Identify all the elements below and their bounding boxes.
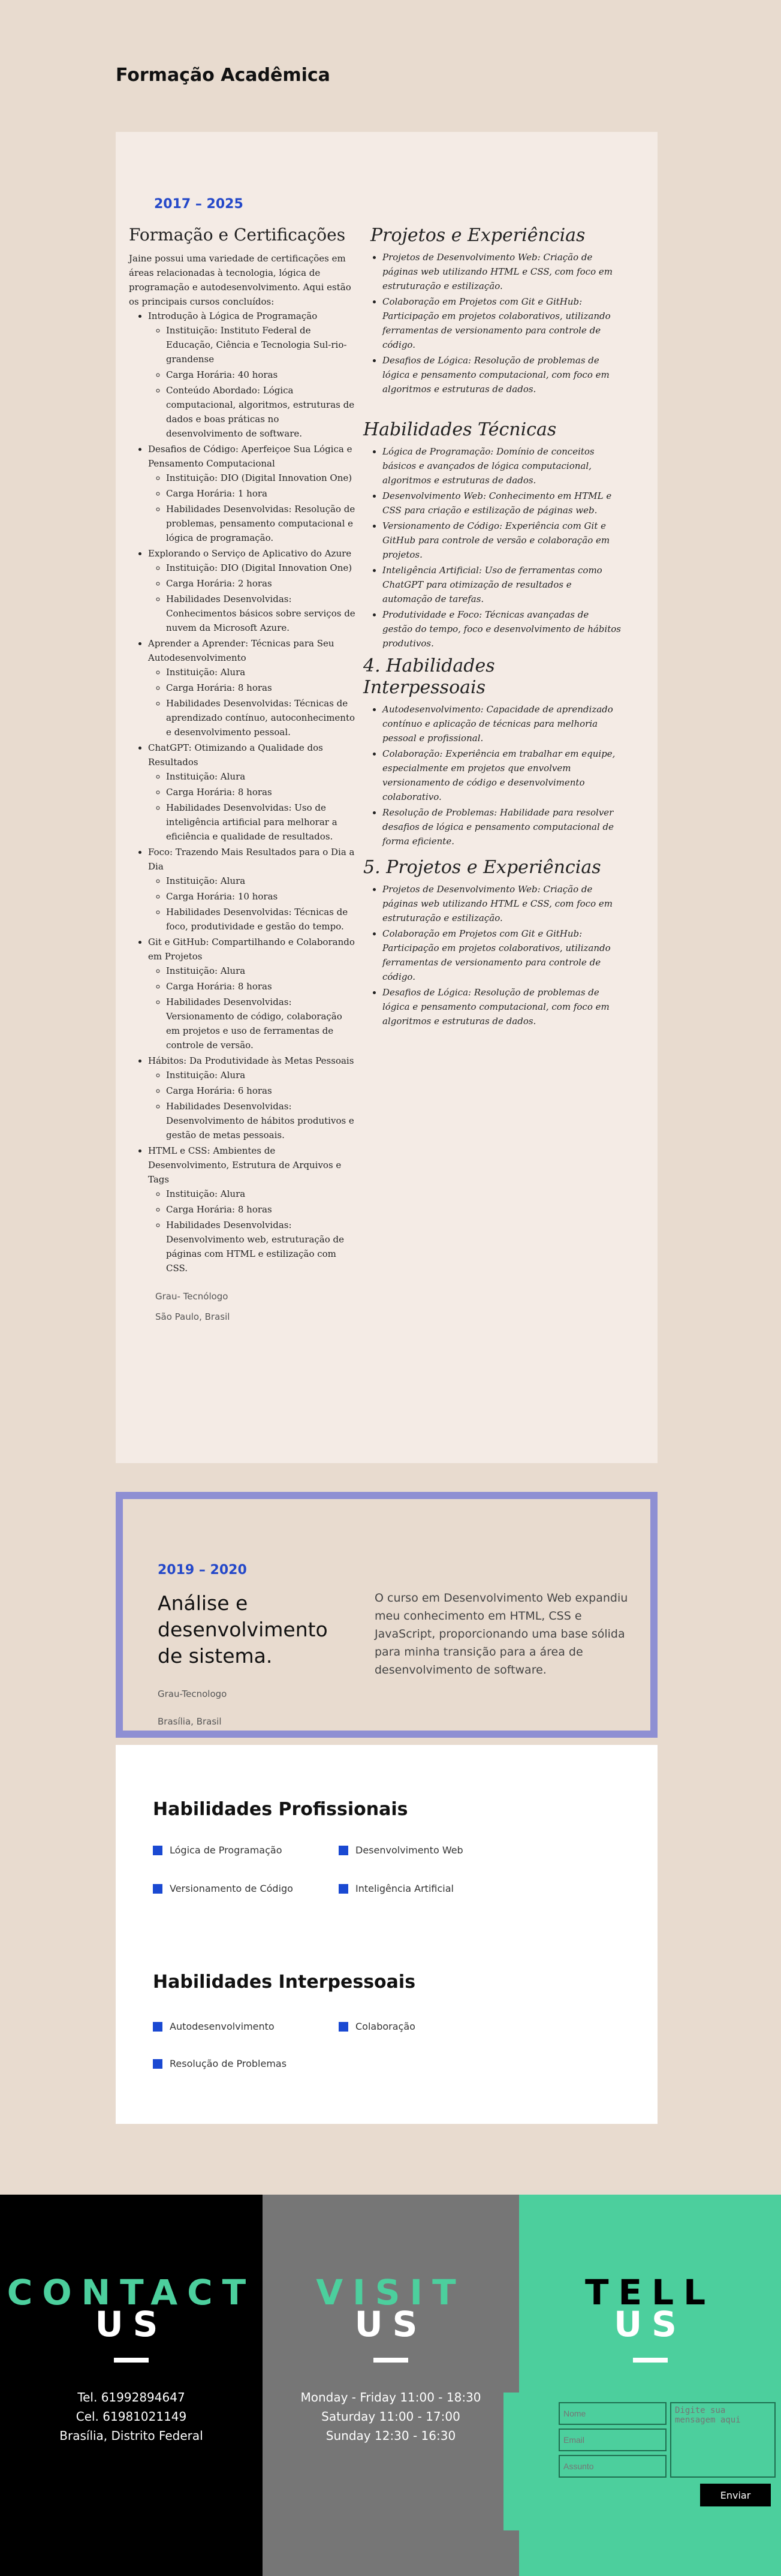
interpersonal-skills-title: Habilidades Interpessoais — [153, 1972, 416, 1993]
degree-label-2: Grau-Tecnologo — [158, 1689, 227, 1699]
course-detail: ◦ Habilidades Desenvolvidas: Uso de inteligência artificial para melhorar a eficiência e qualidade de resultados. — [166, 801, 357, 844]
divider — [373, 2358, 408, 2363]
visit-heading-us: US — [354, 2304, 427, 2345]
course-item: • Introdução à Lógica de Programação ◦ Instituição: Instituto Federal de Educação, Ciência e Tecnologia Sul-rio-grandense ◦ Carga Horária: 40 horas ◦ Conteúdo Abordado: Lógica computacional, algoritmos, estruturas de dados e boas práticas no desenvolvimento de software. — [148, 309, 357, 441]
education-card-1 — [116, 132, 658, 1463]
course-detail: ◦ Habilidades Desenvolvidas: Resolução de problemas, pensamento computacional e lógica de programação. — [166, 502, 357, 545]
bullet-square-icon — [153, 1884, 162, 1894]
bullet-square-icon — [339, 1884, 348, 1894]
opening-hours — [263, 2388, 519, 2445]
phone-2: Cel. 61981021149 — [76, 2409, 187, 2424]
contact-info — [0, 2388, 263, 2445]
visit-section — [263, 2195, 519, 2576]
visit-heading: VISIT — [316, 2272, 466, 2313]
course-detail: ◦ Carga Horária: 10 horas — [166, 889, 357, 904]
message-textarea[interactable] — [670, 2402, 776, 2478]
course-detail: ◦ Habilidades Desenvolvidas: Desenvolvimento web, estruturação de páginas com HTML e estilização com CSS. — [166, 1218, 357, 1275]
course-detail: ◦ Carga Horária: 8 horas — [166, 785, 357, 799]
professional-skills-title: Habilidades Profissionais — [153, 1799, 408, 1820]
skill-item: Colaboração — [339, 2021, 415, 2032]
contact-heading: CONTACT — [7, 2272, 256, 2313]
education-card-2 — [116, 1492, 658, 1738]
skill-item: Desenvolvimento Web — [339, 1844, 463, 1856]
course-detail: ◦ Habilidades Desenvolvidas: Técnicas de aprendizado contínuo, autoconhecimento e desenvolvimento pessoal. — [166, 696, 357, 739]
hours-saturday: Saturday 11:00 - 17:00 — [321, 2409, 460, 2424]
send-button[interactable]: Enviar — [700, 2484, 771, 2506]
accent-block — [503, 2393, 519, 2530]
subject-input[interactable] — [559, 2455, 667, 2478]
course-detail: ◦ Instituição: Alura — [166, 874, 357, 888]
course-detail: ◦ Carga Horária: 1 hora — [166, 486, 357, 501]
section-item: • Resolução de Problemas: Habilidade para resolver desafios de lógica e pensamento computacional de forma eficiente. — [382, 805, 621, 848]
course-item: • HTML e CSS: Ambientes de Desenvolvimento, Estrutura de Arquivos e Tags ◦ Instituição: Alura ◦ Carga Horária: 8 horas ◦ Habilidades Desenvolvidas: Desenvolvimento web, estruturação de páginas com HTML e estilização com CSS. — [148, 1143, 357, 1275]
location-label: São Paulo, Brasil — [155, 1311, 230, 1322]
footer — [0, 2195, 781, 2576]
course-item: • Aprender a Aprender: Técnicas para Seu Autodesenvolvimento ◦ Instituição: Alura ◦ Carga Horária: 8 horas ◦ Habilidades Desenvolvidas: Técnicas de aprendizado contínuo, autoconhecimento e desenvolvimento pessoal. — [148, 636, 357, 739]
section-item: • Colaboração: Experiência em trabalhar em equipe, especialmente em projetos que envolvem versionamento de código e desenvolvimento colaborativo. — [382, 747, 621, 804]
course-detail: ◦ Carga Horária: 8 horas — [166, 1202, 357, 1217]
course-detail: ◦ Instituição: Alura — [166, 1187, 357, 1201]
address: Brasília, Distrito Federal — [59, 2428, 203, 2443]
skill-item: Versionamento de Código — [153, 1883, 293, 1894]
course-item: • Foco: Trazendo Mais Resultados para o Dia a Dia ◦ Instituição: Alura ◦ Carga Horária: 10 horas ◦ Habilidades Desenvolvidas: Técnicas de foco, produtividade e gestão do tempo. — [148, 845, 357, 934]
certifications-title: Formação e Certificações — [129, 225, 346, 245]
section-item: • Autodesenvolvimento: Capacidade de aprendizado contínuo e aplicação de técnicas para melhoria pessoal e profissional. — [382, 702, 621, 745]
skill-item: Inteligência Artificial — [339, 1883, 454, 1894]
section-item: • Produtividade e Foco: Técnicas avançadas de gestão do tempo, foco e desenvolvimento de hábitos produtivos. — [382, 607, 621, 651]
email-input[interactable] — [559, 2428, 667, 2451]
course-detail: ◦ Instituição: Alura — [166, 964, 357, 978]
course-detail: ◦ Instituição: Alura — [166, 665, 357, 679]
course-item: • Hábitos: Da Produtividade às Metas Pessoais ◦ Instituição: Alura ◦ Carga Horária: 6 horas ◦ Habilidades Desenvolvidas: Desenvolvimento de hábitos produtivos e gestão de metas pessoais. — [148, 1054, 357, 1142]
education-year-2: 2019 – 2020 — [158, 1563, 247, 1578]
section-item: • Desafios de Lógica: Resolução de problemas de lógica e pensamento computacional, com foco em algoritmos e estruturas de dados. — [382, 353, 621, 396]
course-item: • Explorando o Serviço de Aplicativo do Azure ◦ Instituição: DIO (Digital Innovation One) ◦ Carga Horária: 2 horas ◦ Habilidades Desenvolvidas: Conhecimentos básicos sobre serviços de nuvem da Microsoft Azure. — [148, 546, 357, 635]
section-item: • Projetos de Desenvolvimento Web: Criação de páginas web utilizando HTML e CSS, com foco em estruturação e estilização. — [382, 882, 621, 925]
certifications-column — [129, 225, 357, 1327]
bullet-square-icon — [339, 1846, 348, 1855]
location-label-2: Brasília, Brasil — [158, 1716, 222, 1727]
section-item: • Lógica de Programação: Domínio de conceitos básicos e avançados de lógica computacional, algoritmos e estruturas de dados. — [382, 444, 621, 487]
section-item: • Desafios de Lógica: Resolução de problemas de lógica e pensamento computacional, com foco em algoritmos e estruturas de dados. — [382, 985, 621, 1028]
course-detail: ◦ Habilidades Desenvolvidas: Técnicas de foco, produtividade e gestão do tempo. — [166, 905, 357, 934]
course-list — [129, 309, 357, 1275]
course-description: O curso em Desenvolvimento Web expandiu meu conhecimento em HTML, CSS e JavaScript, proporcionando uma base sólida para minha transição para a área de desenvolvimento de software. — [375, 1591, 628, 1677]
course-detail: ◦ Carga Horária: 2 horas — [166, 576, 357, 591]
course-detail: ◦ Carga Horária: 6 horas — [166, 1084, 357, 1098]
course-item: • Desafios de Código: Aperfeiçoe Sua Lógica e Pensamento Computacional ◦ Instituição: DIO (Digital Innovation One) ◦ Carga Horária: 1 hora ◦ Habilidades Desenvolvidas: Resolução de problemas, pensamento computacional e lógica de programação. — [148, 442, 357, 545]
course-detail: ◦ Instituição: Alura — [166, 1068, 357, 1082]
degree-label: Grau- Tecnólogo — [155, 1291, 228, 1302]
section-item: • Desenvolvimento Web: Conhecimento em HTML e CSS para criação e estilização de páginas web. — [382, 489, 621, 517]
bullet-square-icon — [339, 2022, 348, 2032]
course-detail: ◦ Carga Horária: 40 horas — [166, 368, 357, 382]
bullet-square-icon — [153, 2022, 162, 2032]
page-title: Formação Acadêmica — [116, 65, 330, 86]
course-item: • ChatGPT: Otimizando a Qualidade dos Resultados ◦ Instituição: Alura ◦ Carga Horária: 8 horas ◦ Habilidades Desenvolvidas: Uso de inteligência artificial para melhorar a eficiência e qualidade de resultados. — [148, 741, 357, 844]
experience-column — [363, 225, 621, 1051]
course-detail: ◦ Instituição: Instituto Federal de Educação, Ciência e Tecnologia Sul-rio-grandense — [166, 323, 357, 366]
skill-item: Autodesenvolvimento — [153, 2021, 275, 2032]
tell-heading-us: US — [614, 2304, 686, 2345]
skill-item: Resolução de Problemas — [153, 2058, 287, 2069]
section-title: 5. Projetos e Experiências — [363, 857, 601, 878]
course-detail: ◦ Habilidades Desenvolvidas: Conhecimentos básicos sobre serviços de nuvem da Microsoft Azure. — [166, 592, 357, 635]
bullet-square-icon — [153, 1846, 162, 1855]
tell-section — [519, 2195, 781, 2576]
hours-sunday: Sunday 12:30 - 16:30 — [325, 2428, 456, 2443]
section-title: Projetos e Experiências — [370, 225, 586, 246]
course-detail: ◦ Instituição: Alura — [166, 769, 357, 784]
divider — [633, 2358, 668, 2363]
course-detail: ◦ Habilidades Desenvolvidas: Versionamento de código, colaboração em projetos e uso de ferramentas de controle de versão. — [166, 995, 357, 1052]
section-title: 4. Habilidades Interpessoais — [363, 655, 495, 698]
divider — [114, 2358, 149, 2363]
education-year: 2017 – 2025 — [154, 197, 243, 212]
section-item: • Inteligência Artificial: Uso de ferramentas como ChatGPT para otimização de resultados e automação de tarefas. — [382, 563, 621, 606]
course-detail: ◦ Habilidades Desenvolvidas: Desenvolvimento de hábitos produtivos e gestão de metas pessoais. — [166, 1099, 357, 1142]
skill-item: Lógica de Programação — [153, 1844, 282, 1856]
section-item: • Projetos de Desenvolvimento Web: Criação de páginas web utilizando HTML e CSS, com foco em estruturação e estilização. — [382, 250, 621, 293]
course-detail: ◦ Carga Horária: 8 horas — [166, 681, 357, 695]
bullet-square-icon — [153, 2059, 162, 2069]
section-title: Habilidades Técnicas — [363, 419, 557, 440]
tell-heading: TELL — [584, 2272, 716, 2313]
phone-1: Tel. 61992894647 — [77, 2390, 185, 2405]
certifications-intro: Jaine possui uma variedade de certificações em áreas relacionadas à tecnologia, lógica de programação e autodesenvolvimento. Aqui estão os principais cursos concluídos: — [129, 253, 351, 307]
course-detail: ◦ Conteúdo Abordado: Lógica computacional, algoritmos, estruturas de dados e boas práticas no desenvolvimento de software. — [166, 383, 357, 441]
section-item: • Colaboração em Projetos com Git e GitHub: Participação em projetos colaborativos, utilizando ferramentas de versionamento para controle de código. — [382, 294, 621, 352]
contact-heading-us: US — [95, 2304, 168, 2345]
course-item: • Git e GitHub: Compartilhando e Colaborando em Projetos ◦ Instituição: Alura ◦ Carga Horária: 8 horas ◦ Habilidades Desenvolvidas: Versionamento de código, colaboração em projetos e uso de ferramentas de controle de versão. — [148, 935, 357, 1052]
section-item: • Colaboração em Projetos com Git e GitHub: Participação em projetos colaborativos, utilizando ferramentas de versionamento para controle de código. — [382, 926, 621, 984]
course-detail: ◦ Instituição: DIO (Digital Innovation One) — [166, 561, 357, 575]
name-input[interactable] — [559, 2402, 667, 2425]
hours-weekday: Monday - Friday 11:00 - 18:30 — [300, 2390, 481, 2405]
skills-card — [116, 1745, 658, 2124]
course-detail: ◦ Carga Horária: 8 horas — [166, 979, 357, 994]
course-title: Análise e desenvolvimento de sistema. — [158, 1591, 328, 1668]
course-detail: ◦ Instituição: DIO (Digital Innovation One) — [166, 471, 357, 485]
section-item: • Versionamento de Código: Experiência com Git e GitHub para controle de versão e colaboração em projetos. — [382, 519, 621, 562]
contact-section — [0, 2195, 263, 2576]
